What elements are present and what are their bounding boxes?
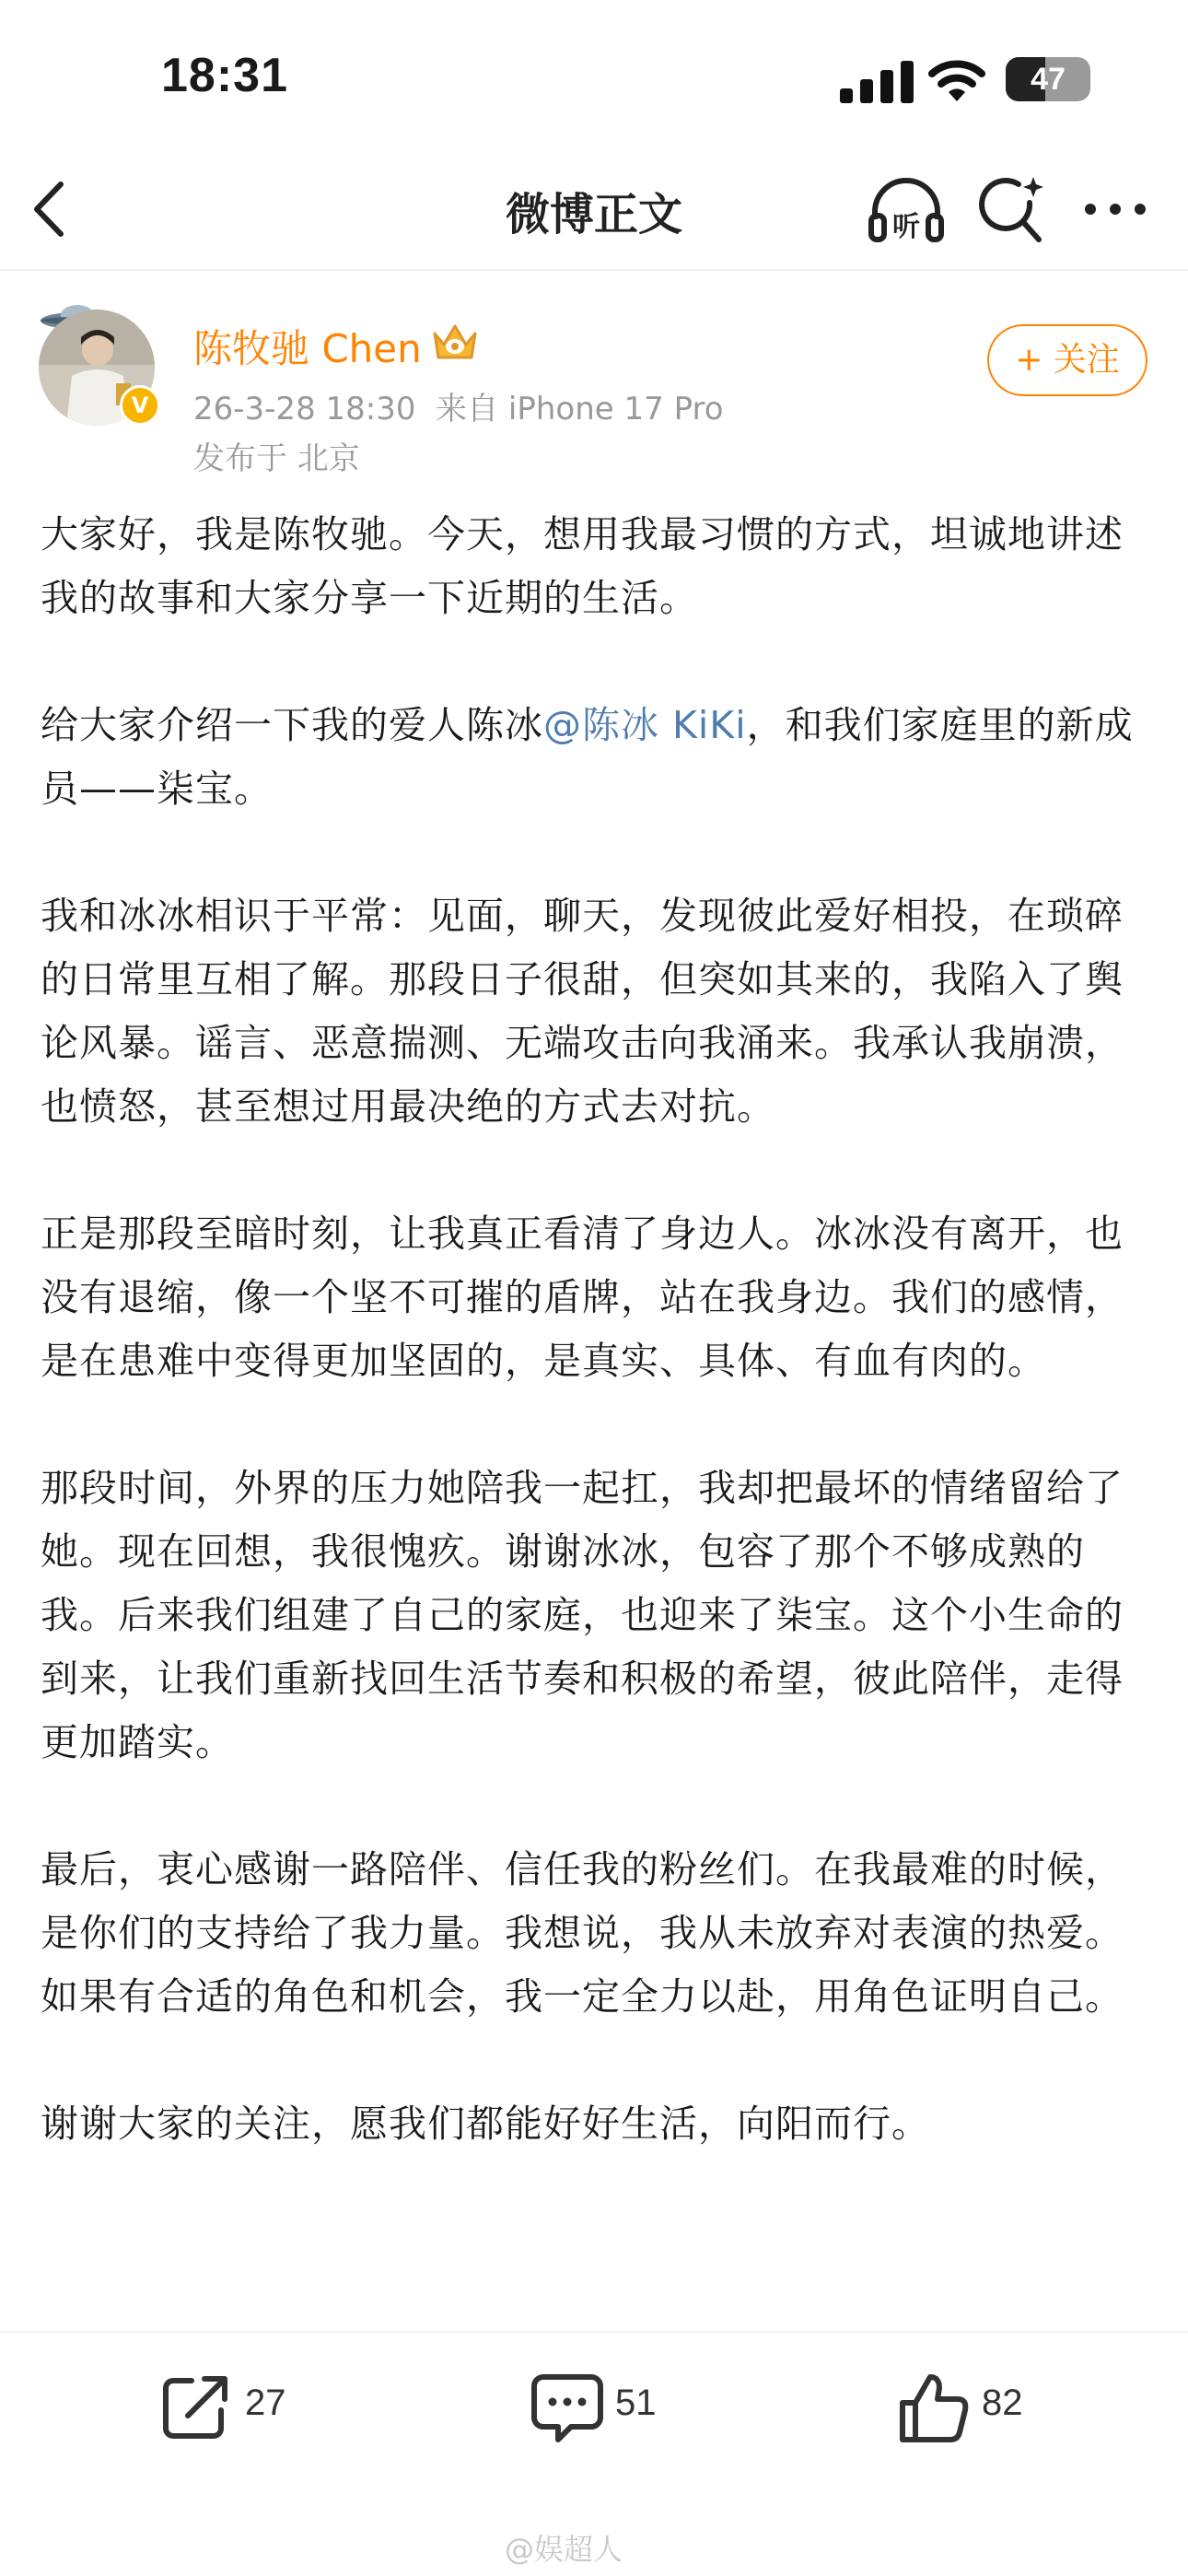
comment-button[interactable] <box>530 2371 678 2445</box>
listen-label: 听 <box>892 211 920 243</box>
post-timestamp: 26-3-28 18:30 <box>193 391 416 427</box>
comment-icon <box>530 2371 604 2445</box>
headphones-listen-icon[interactable] <box>868 175 945 245</box>
post-meta <box>193 383 724 428</box>
verified-badge-icon: V <box>120 385 160 426</box>
search-sparkle-icon[interactable] <box>978 175 1046 245</box>
post-paragraph-1: 大家好，我是陈牧驰。今天，想用我最习惯的方式，坦诚地讲述我的故事和大家分享一下近期的生活。 <box>41 512 1124 620</box>
wifi-icon <box>928 57 985 103</box>
comment-count: 51 <box>615 2383 657 2423</box>
author-avatar-group[interactable] <box>35 297 162 433</box>
cellular-signal-icon <box>840 61 917 103</box>
post-text: ，和我们家庭里的新成员——柒宝。 <box>41 703 1134 811</box>
like-button[interactable] <box>897 2371 1044 2445</box>
nav-divider <box>0 269 1188 271</box>
battery-level-text: 47 <box>1031 62 1066 97</box>
action-bar-divider <box>0 2331 1188 2333</box>
follow-button[interactable]: + 关注 <box>987 324 1147 396</box>
author-name[interactable]: 陈牧驰 Chen <box>193 326 422 371</box>
post-paragraph-7: 谢谢大家的关注，愿我们都能好好生活，向阳而行。 <box>41 2102 930 2146</box>
post-source: 来自 iPhone 17 Pro <box>436 391 724 427</box>
more-dots-icon[interactable] <box>1083 195 1147 223</box>
like-count: 82 <box>982 2383 1023 2423</box>
post-paragraph-3: 我和冰冰相识于平常：见面，聊天，发现彼此爱好相投，在琐碎的日常里互相了解。那段日子很甜，但突如其来的，我陷入了舆论风暴。谣言、恶意揣测、无端攻击向我涌来。我承认我崩溃，也愤怒，甚至想过用最决绝的方式去对抗。 <box>41 894 1124 1129</box>
post-location: 发布于 北京 <box>193 440 360 477</box>
battery-indicator <box>1006 57 1090 101</box>
watermark: @娱超人 <box>505 2532 623 2567</box>
page-title: 微博正文 <box>505 189 682 240</box>
repost-icon <box>160 2371 230 2441</box>
post-paragraph-2 <box>41 694 1155 821</box>
post-text: 给大家介绍一下我的爱人陈冰 <box>41 703 543 747</box>
post-paragraph-4: 正是那段至暗时刻，让我真正看清了身边人。冰冰没有离开，也没有退缩，像一个坚不可摧的盾牌，站在我身边。我们的感情，是在患难中变得更加坚固的，是真实、具体、有血有肉的。 <box>41 1212 1124 1383</box>
post-paragraph-5: 那段时间，外界的压力她陪我一起扛，我却把最坏的情绪留给了她。现在回想，我很愧疚。谢谢冰冰，包容了那个不够成熟的我。后来我们组建了自己的家庭，也迎来了柒宝。这个小生命的到来，让我们重新找回生活节奏和积极的希望，彼此陪伴，走得更加踏实。 <box>41 1466 1124 1764</box>
thumbs-up-icon <box>897 2371 971 2445</box>
repost-button[interactable] <box>160 2371 308 2445</box>
status-time: 18:31 <box>161 49 288 102</box>
post-paragraph-6: 最后，衷心感谢一路陪伴、信任我的粉丝们。在我最难的时候，是你们的支持给了我力量。我想说，我从未放弃对表演的热爱。如果有合适的角色和机会，我一定全力以赴，用角色证明自己。 <box>41 1847 1124 2019</box>
vip-crown-icon[interactable] <box>429 321 481 363</box>
repost-count: 27 <box>245 2383 286 2423</box>
mention-link[interactable]: @陈冰 KiKi <box>543 703 747 747</box>
post-content <box>41 503 1155 2219</box>
